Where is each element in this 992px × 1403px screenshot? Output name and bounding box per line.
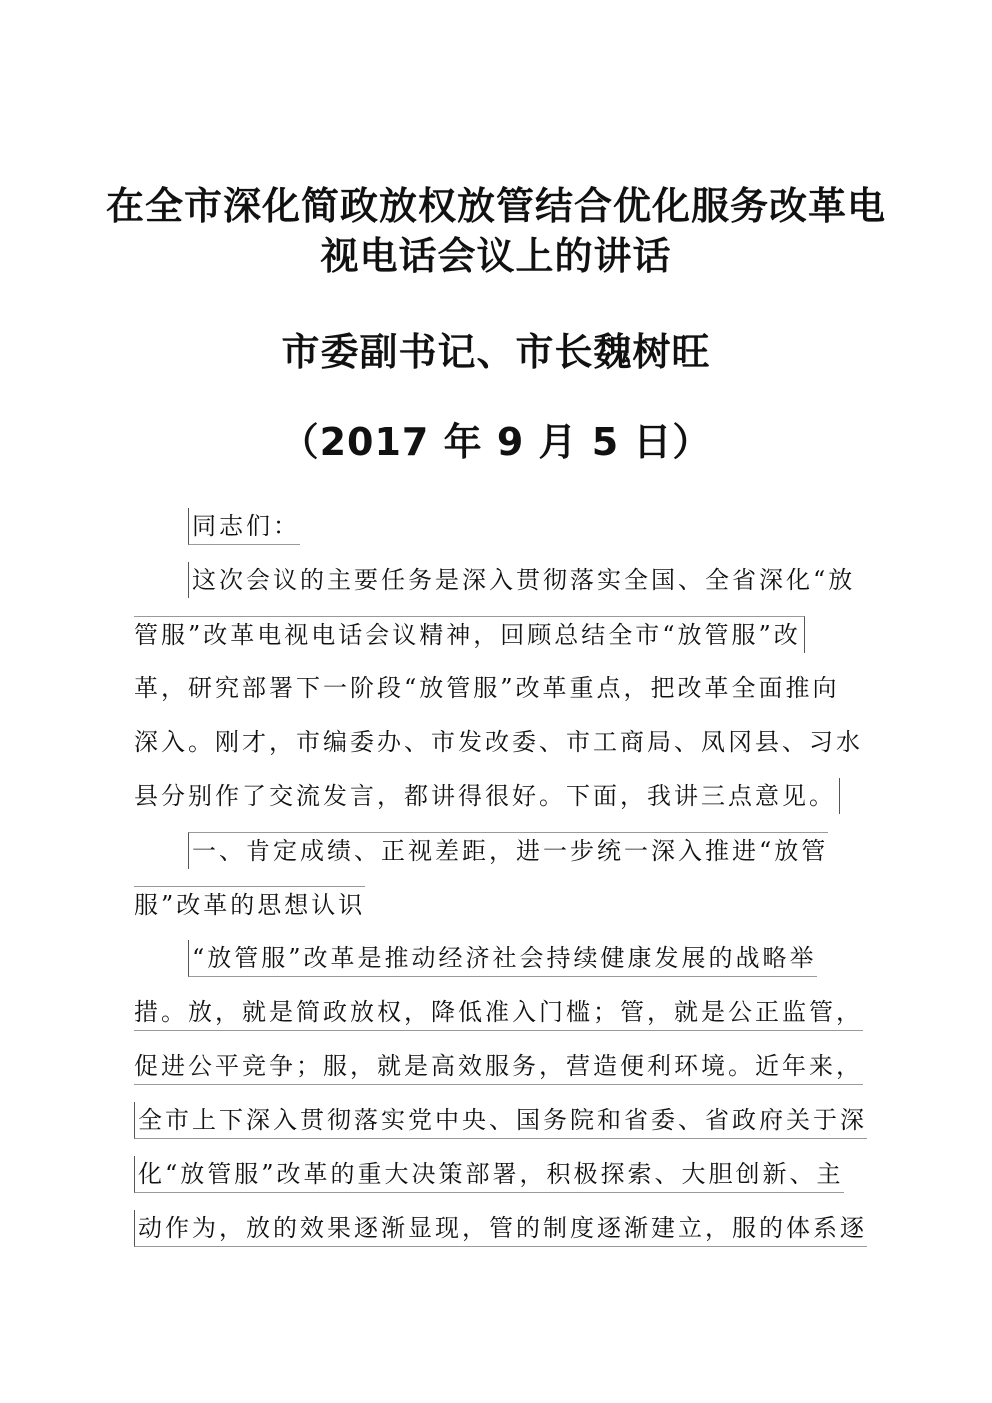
section-1-heading-line-2: 服”改革的思想认识 [134, 886, 365, 923]
paragraph-1-line-2: 管服”改革电视电话会议精神，回顾总结全市“放管服”改 [134, 616, 805, 653]
document-title-line-1: 在全市深化简政放权放管结合优化服务改革电 [105, 184, 886, 228]
paragraph-1-line-1: 这次会议的主要任务是深入贯彻落实全国、全省深化“放 [188, 562, 855, 598]
paragraph-2-line-3: 促进公平竞争；服，就是高效服务，营造便利环境。近年来， [134, 1048, 863, 1085]
salutation: 同志们： [188, 508, 300, 545]
speaker-line: 市委副书记、市长魏树旺 [281, 330, 711, 374]
paragraph-2-line-1: “放管服”改革是推动经济社会持续健康发展的战略举 [188, 940, 817, 977]
document-title-line-2: 视电话会议上的讲话 [320, 234, 672, 278]
paragraph-2-line-4: 全市上下深入贯彻落实党中央、国务院和省委、省政府关于深 [134, 1102, 867, 1139]
section-1-heading-line-1: 一、肯定成绩、正视差距，进一步统一深入推进“放管 [188, 832, 828, 869]
paragraph-2-line-5: 化“放管服”改革的重大决策部署，积极探索、大胆创新、主 [134, 1156, 844, 1193]
speech-date: （2017 年 9 月 5 日） [280, 420, 712, 464]
paragraph-2-line-6: 动作为，放的效果逐渐显现，管的制度逐渐建立，服的体系逐 [134, 1210, 867, 1247]
paragraph-2-line-2: 措。放，就是简政放权，降低准入门槛；管，就是公正监管， [134, 994, 863, 1031]
paragraph-1-line-5: 县分别作了交流发言，都讲得很好。下面，我讲三点意见。 [134, 778, 840, 814]
paragraph-1-line-3: 革，研究部署下一阶段“放管服”改革重点，把改革全面推向 [134, 674, 840, 702]
paragraph-1-line-4: 深入。刚才，市编委办、市发改委、市工商局、凤冈县、习水 [134, 728, 863, 756]
